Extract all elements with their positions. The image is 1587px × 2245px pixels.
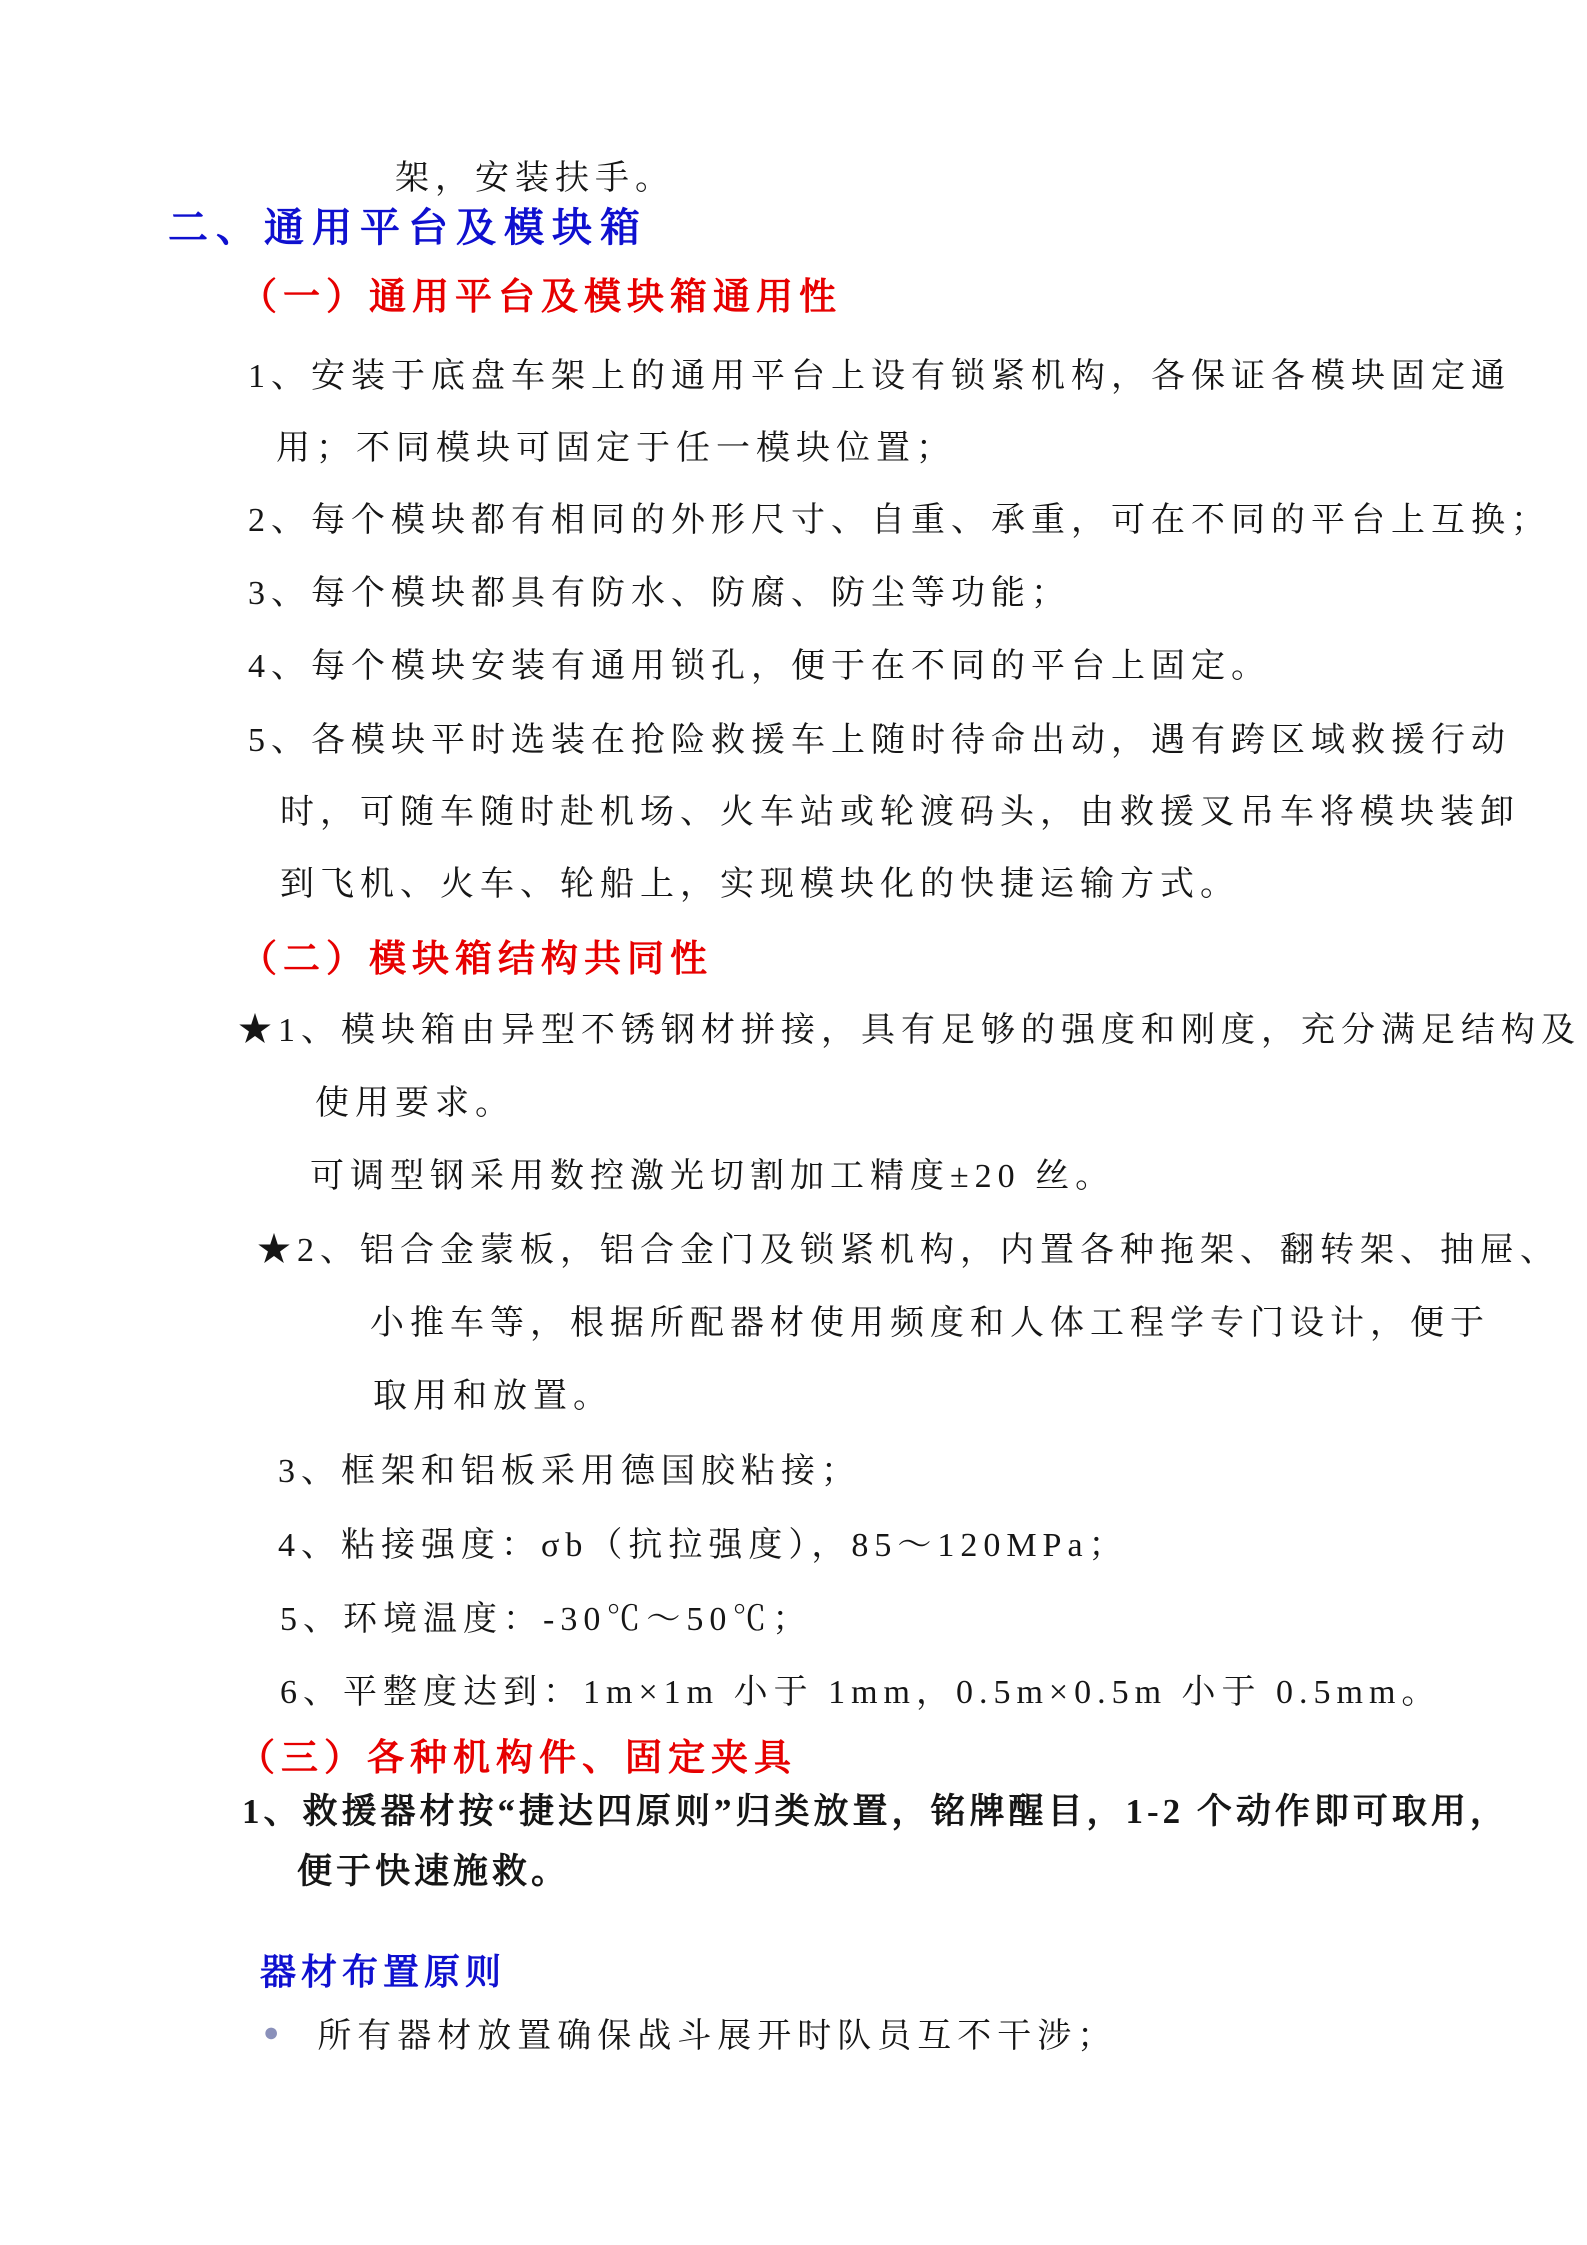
section-2-star-item-2-line-1: ★2、铝合金蒙板，铝合金门及锁紧机构，内置各种拖架、翻转架、抽屉、: [257, 1232, 1560, 1269]
section-2-heading: （二）模块箱结构共同性: [240, 939, 713, 980]
section-2-item-3: 3、框架和铝板采用德国胶粘接；: [278, 1453, 861, 1490]
section-1-item-5-line-1: 5、各模块平时选装在抢险救援车上随时待命出动，遇有跨区域救援行动: [248, 722, 1511, 759]
section-2-star-item-2-line-3: 取用和放置。: [373, 1378, 613, 1415]
section-2-item-6: 6、平整度达到：1m×1m 小于 1mm，0.5m×0.5m 小于 0.5mm。: [280, 1674, 1442, 1711]
section-1-item-1-line-1: 1、安装于底盘车架上的通用平台上设有锁紧机构，各保证各模块固定通: [248, 358, 1511, 395]
section-2-star-item-2-line-2: 小推车等，根据所配器材使用频度和人体工程学专门设计，便于: [370, 1305, 1490, 1342]
bullet-icon: ●: [263, 2017, 286, 2047]
section-1-item-3: 3、每个模块都具有防水、防腐、防尘等功能；: [248, 575, 1071, 612]
section-1-heading: （一）通用平台及模块箱通用性: [240, 277, 842, 318]
chapter-heading: 二、通用平台及模块箱: [168, 205, 648, 250]
section-2-item-4: 4、粘接强度：σb（抗拉强度），85～120MPa；: [278, 1527, 1129, 1564]
section-3-item-1-line-1: 1、救援器材按“捷达四原则”归类放置，铭牌醒目，1-2 个动作即可取用，: [242, 1792, 1509, 1831]
principles-bullet-text: 所有器材放置确保战斗展开时队员互不干涉；: [317, 2018, 1118, 2055]
section-2-star-item-1-line-2: 使用要求。: [315, 1085, 515, 1122]
section-1-item-5-line-2: 时，可随车随时赴机场、火车站或轮渡码头，由救援叉吊车将模块装卸: [280, 794, 1520, 831]
principles-heading: 器材布置原则: [260, 1952, 507, 1992]
section-1-item-2: 2、每个模块都有相同的外形尺寸、自重、承重，可在不同的平台上互换；: [248, 502, 1551, 539]
section-1-item-4: 4、每个模块安装有通用锁孔，便于在不同的平台上固定。: [248, 648, 1271, 685]
principles-bullet-item: [263, 2008, 1117, 2057]
section-1-item-5-line-3: 到飞机、火车、轮船上，实现模块化的快捷运输方式。: [280, 866, 1240, 903]
section-2-star-item-1-line-3: 可调型钢采用数控激光切割加工精度±20 丝。: [310, 1158, 1116, 1195]
section-1-item-1-line-2: 用；不同模块可固定于任一模块位置；: [276, 430, 956, 467]
section-2-star-item-1-line-1: ★1、模块箱由异型不锈钢材拼接，具有足够的强度和刚度，充分满足结构及: [238, 1012, 1581, 1049]
carryover-text: 架，安装扶手。: [395, 160, 675, 197]
section-3-item-1-line-2: 便于快速施救。: [297, 1852, 571, 1891]
section-2-item-5: 5、环境温度：-30℃～50℃；: [280, 1601, 813, 1638]
section-3-heading: （三）各种机构件、固定夹具: [238, 1738, 797, 1779]
